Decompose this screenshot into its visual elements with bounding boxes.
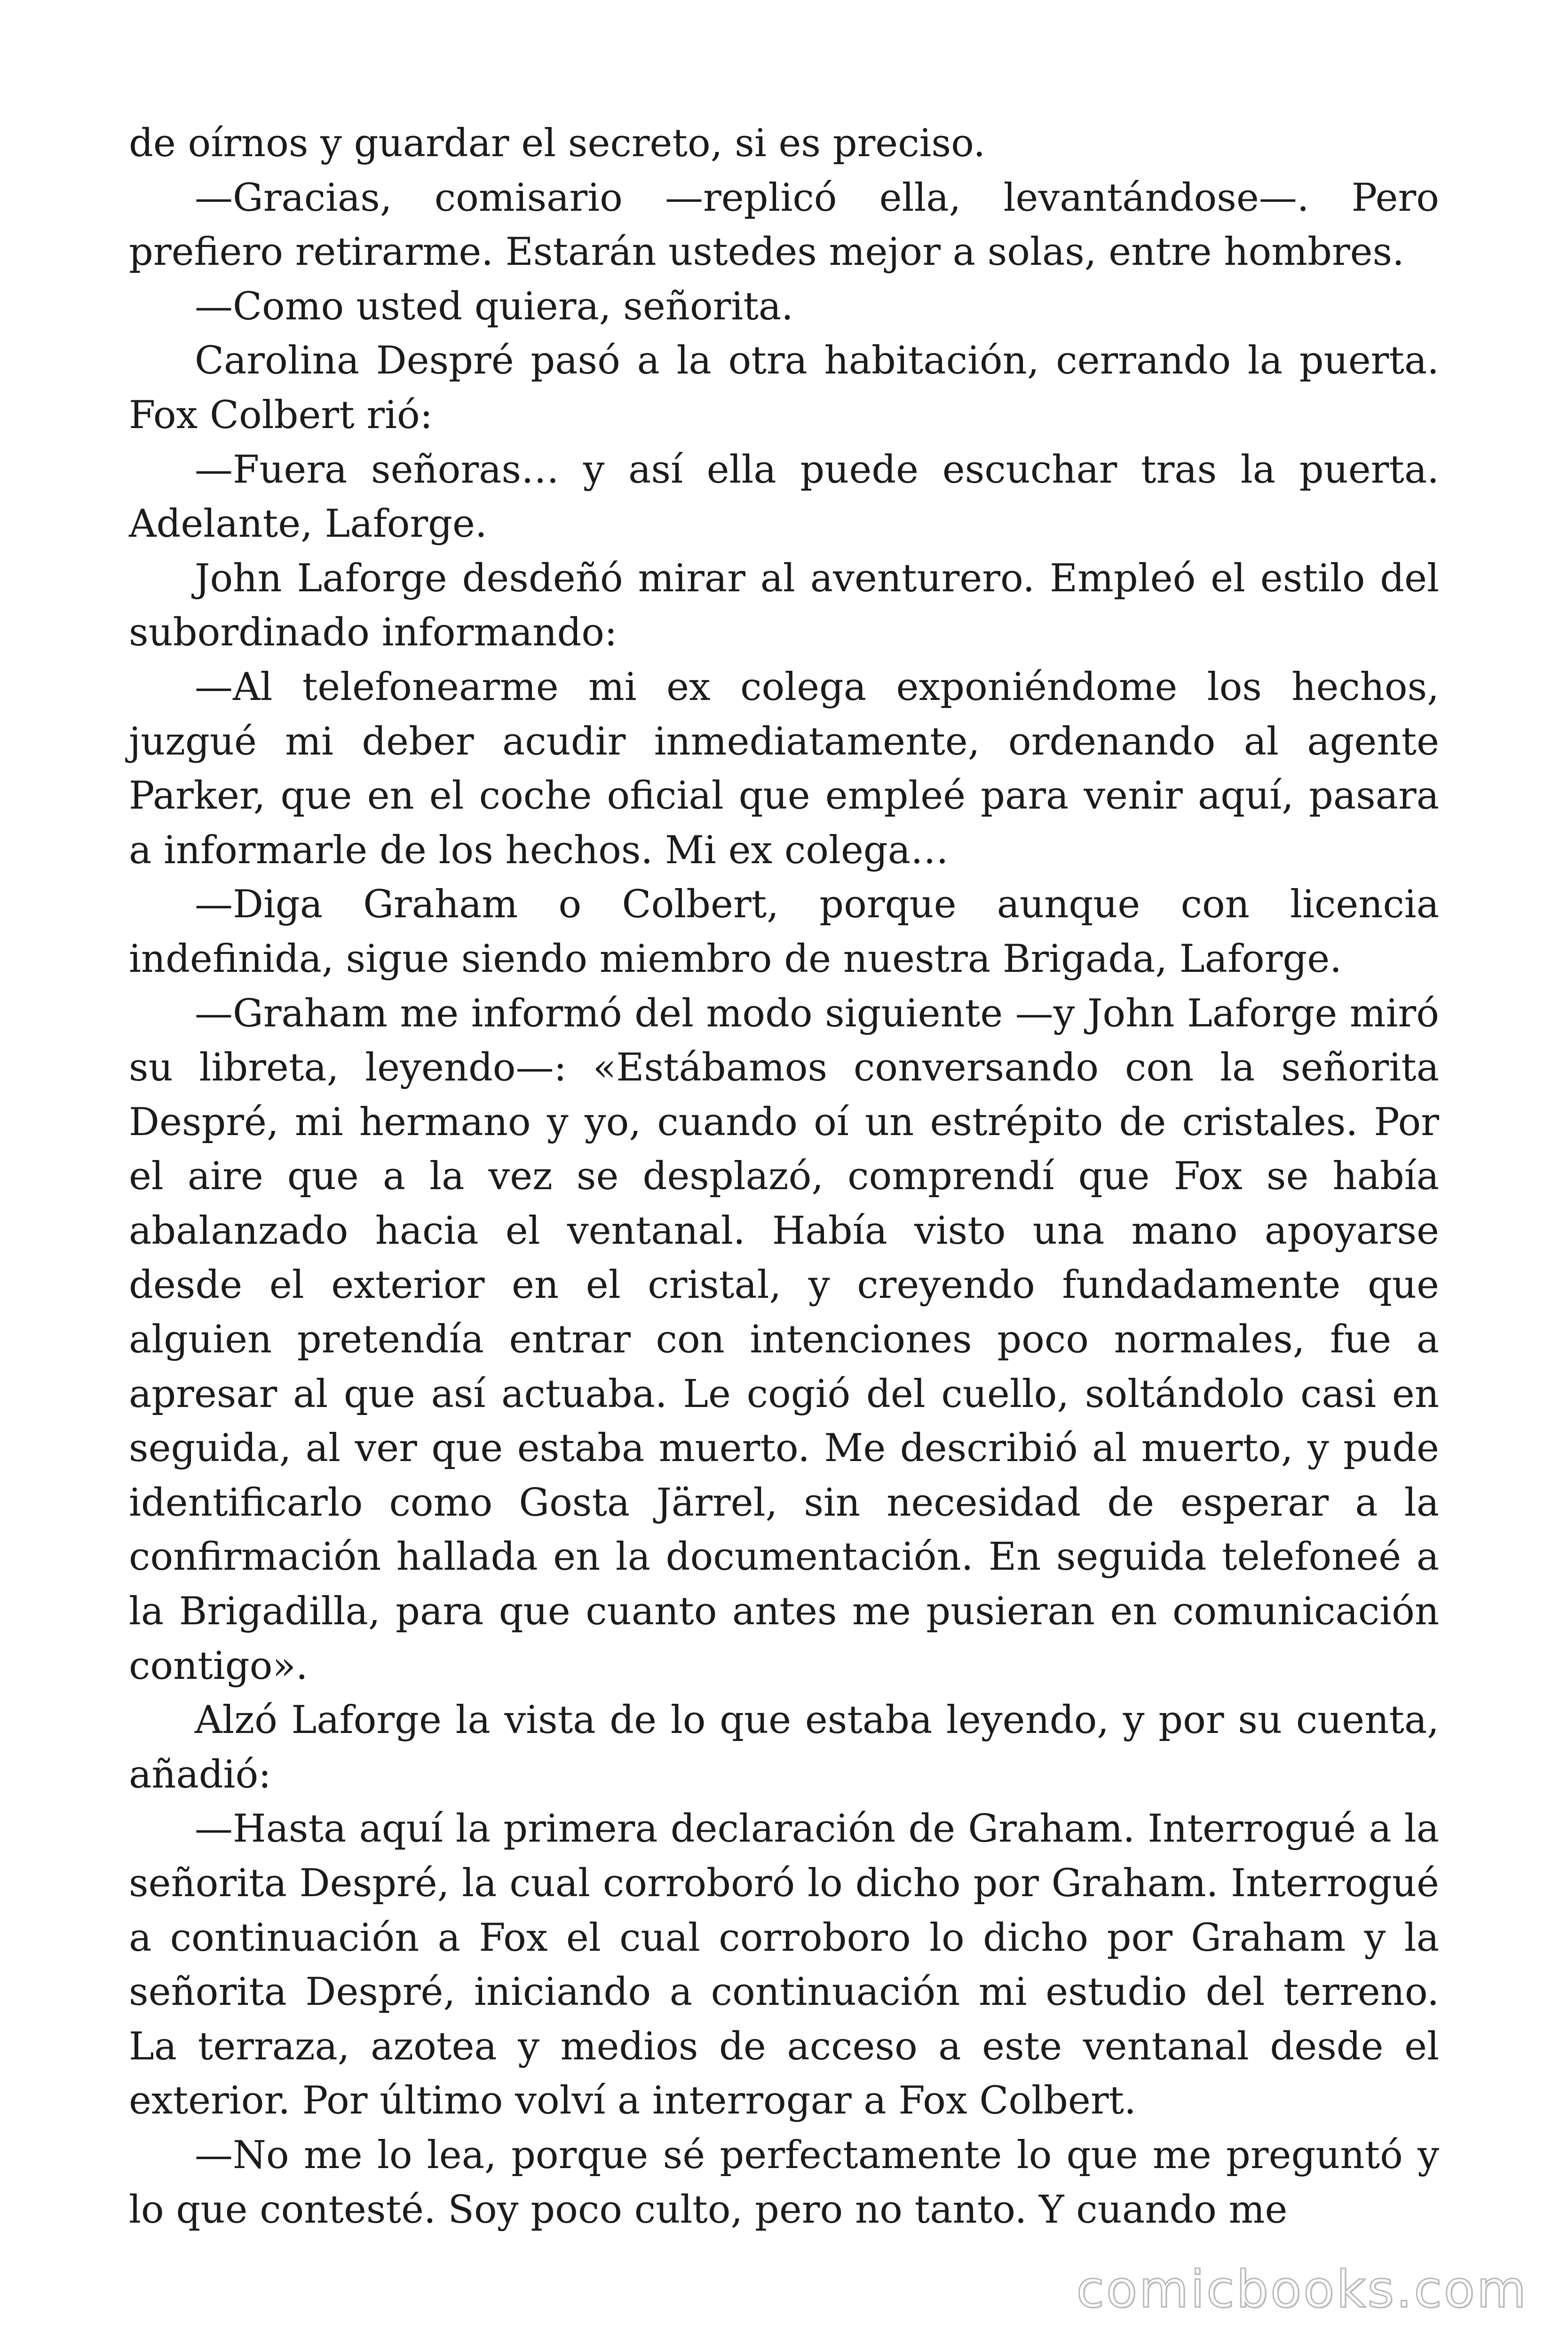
paragraph: Alzó Laforge la vista de lo que estaba leyendo, y por su cuenta, añadió: [129, 1698, 1439, 1797]
paragraph: —No me lo lea, porque sé perfectamente lo que me preguntó y lo que contesté. Soy poco culto, pero no tanto. Y cuando me [129, 2133, 1439, 2232]
body-text [129, 117, 1439, 2237]
paragraph: de oírnos y guardar el secreto, si es preciso. [129, 121, 986, 166]
paragraph: —Diga Graham o Colbert, porque aunque con licencia indefinida, sigue siendo miembro de nuestra Brigada, Laforge. [129, 882, 1439, 981]
paragraph: —Hasta aquí la primera declaración de Graham. Interrogué a la señorita Despré, la cual corroboró lo dicho por Graham. Interrogué a continuación a Fox el cual corroboro lo dicho por Graham y la señorita Despré, iniciando a continuación mi estudio del terreno. La terraza, azotea y medios de acceso a este ventanal desde el exterior. Por último volví a interrogar a Fox Colbert. [129, 1807, 1439, 2123]
paragraph: —Como usted quiera, señorita. [195, 284, 793, 329]
watermark-logo: comicbooks.com [1076, 2260, 1528, 2319]
paragraph: —Gracias, comisario —replicó ella, levantándose—. Pero prefiero retirarme. Estarán ustedes mejor a solas, entre hombres. [129, 175, 1439, 275]
paragraph: John Laforge desdeñó mirar al aventurero. Empleó el estilo del subordinado informando: [129, 556, 1439, 655]
paragraph: Carolina Despré pasó a la otra habitación, cerrando la puerta. Fox Colbert rió: [129, 339, 1439, 437]
paragraph: —Fuera señoras… y así ella puede escuchar tras la puerta. Adelante, Laforge. [129, 447, 1439, 547]
paragraph: —Al telefonearme mi ex colega exponiéndome los hechos, juzgué mi deber acudir inmediatamente, ordenando al agente Parker, que en el coche oficial que empleé para venir aquí, pasara a informarle de los hechos. Mi ex colega… [129, 665, 1439, 873]
paragraph: —Graham me informó del modo siguiente —y John Laforge miró su libreta, leyendo—: «Estábamos conversando con la señorita Despré, mi hermano y yo, cuando oí un estrépito de cristales. Por el aire que a la vez se desplazó, comprendí que Fox se había abalanzado hacia el ventanal. Había visto una mano apoyarse desde el exterior en el cristal, y creyendo fundadamente que alguien pretendía entrar con intenciones poco normales, fue a apresar al que así actuaba. Le cogió del cuello, soltándolo casi en seguida, al ver que estaba muerto. Me describió al muerto, y pude identificarlo como Gosta Järrel, sin necesidad de esperar a la confirmación hallada en la documentación. En seguida telefoneé a la Brigadilla, para que cuanto antes me pusieran en comunicación contigo». [129, 991, 1439, 1688]
